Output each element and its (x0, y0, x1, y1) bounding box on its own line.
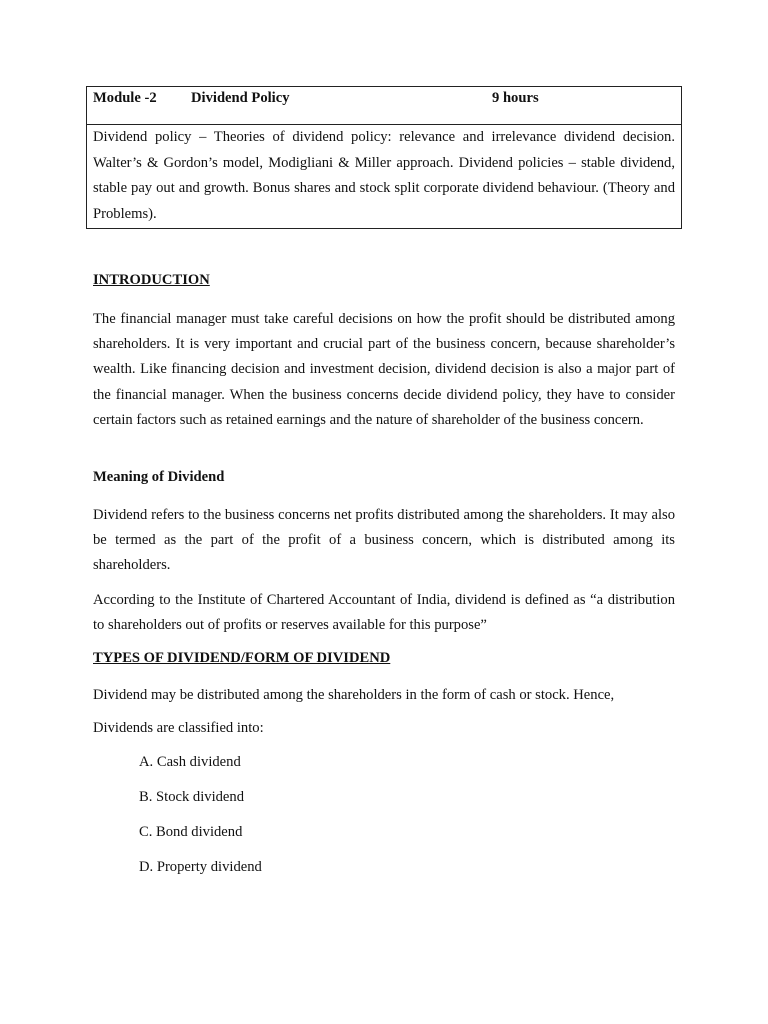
list-item-stock-dividend: B. Stock dividend (139, 789, 244, 805)
meaning-heading: Meaning of Dividend (93, 469, 225, 485)
list-item-property-dividend: D. Property dividend (139, 859, 262, 875)
module-box (86, 86, 682, 229)
definition-paragraph: According to the Institute of Chartered Accountant of India, dividend is defined as “a distribution to shareholders out of profits or reserves available for this purpose” (93, 592, 675, 634)
module-hours: 9 hours (492, 90, 539, 106)
module-header (87, 87, 681, 125)
types-heading: TYPES OF DIVIDEND/FORM OF DIVIDEND (93, 650, 391, 666)
introduction-heading: INTRODUCTION (93, 272, 210, 288)
meaning-paragraph: Dividend refers to the business concerns net profits distributed among the shareholders. It may also be termed as the part of the profit of a business concern, which is distributed among its shareholders. (93, 507, 675, 574)
introduction-paragraph: The financial manager must take careful decisions on how the profit should be distributed among shareholders. It is very important and crucial part of the business concern, because shareholder’s wealth. Like financing decision and investment decision, dividend decision is also a major part of the financial manager. When the business concerns decide dividend policy, they have to consider certain factors such as retained earnings and the nature of shareholder of the business concern. (93, 311, 675, 428)
module-title: Dividend Policy (191, 90, 290, 106)
module-label: Module -2 (93, 90, 157, 106)
types-intro-line: Dividend may be distributed among the shareholders in the form of cash or stock. Hence, (93, 687, 615, 703)
list-item-cash-dividend: A. Cash dividend (139, 754, 241, 770)
list-item-bond-dividend: C. Bond dividend (139, 824, 243, 840)
types-classified-line: Dividends are classified into: (93, 720, 264, 736)
module-description: Dividend policy – Theories of dividend policy: relevance and irrelevance dividend decision. Walter’s & Gordon’s model, Modigliani & Miller approach. Dividend policies – stable dividend, stable pay out and growth. Bonus shares and stock split corporate dividend behaviour. (Theory and Problems). (93, 129, 675, 222)
